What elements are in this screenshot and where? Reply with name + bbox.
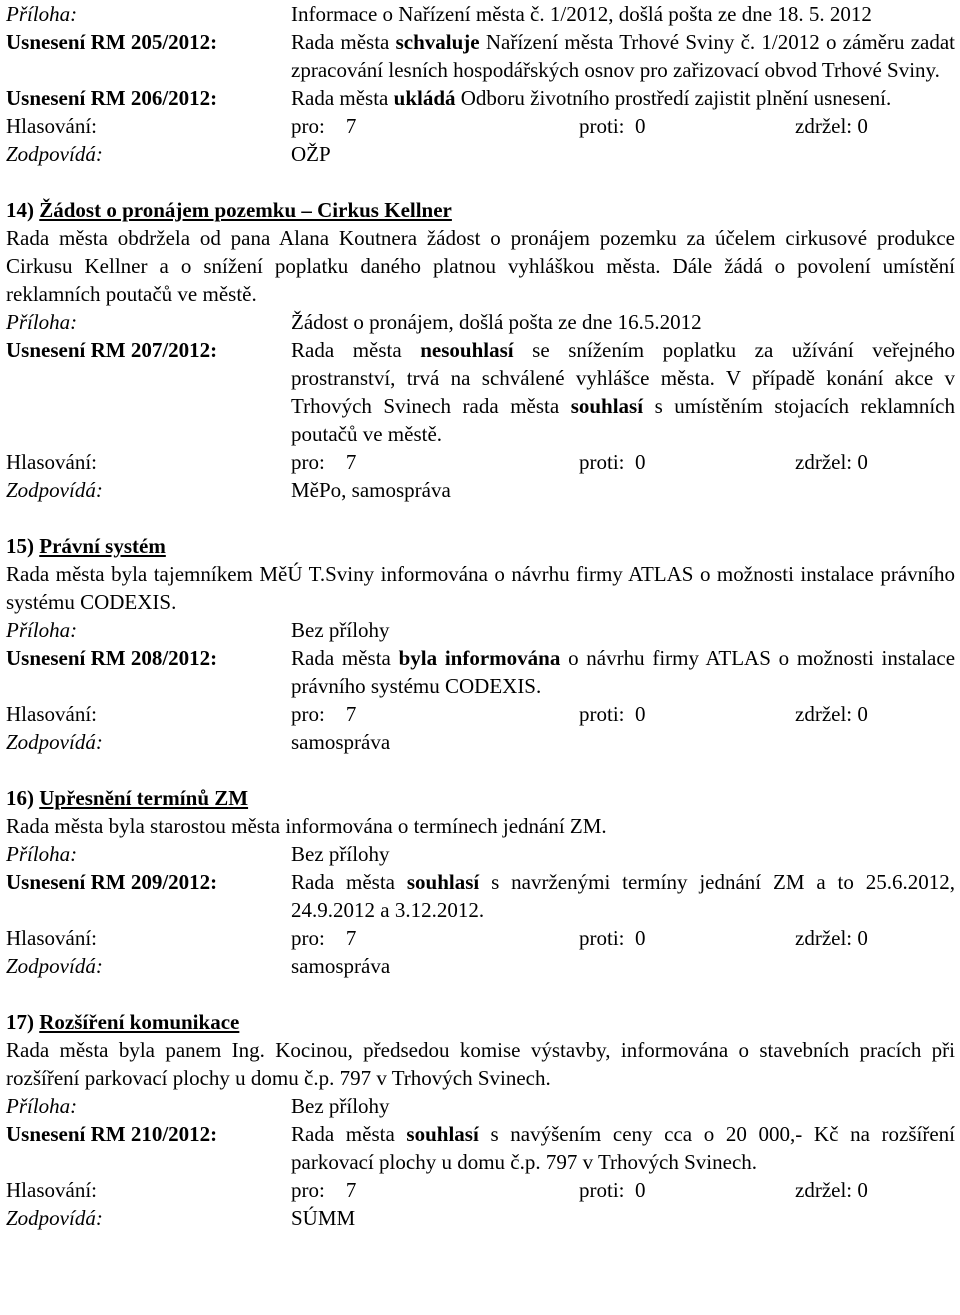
section-paragraph: Rada města byla tajemníkem MěÚ T.Sviny informována o návrhu firmy ATLAS o možnosti instalace právního systému CODEXIS.: [6, 562, 955, 614]
vote-label: Hlasování:: [6, 450, 97, 474]
attachment-row: [6, 1092, 955, 1120]
resolution-label: Usnesení RM 206/2012:: [6, 86, 218, 110]
vote-label: Hlasování:: [6, 114, 97, 138]
vote-row: [6, 448, 955, 476]
vote-row: [6, 1176, 955, 1204]
resolution-row: [6, 868, 955, 924]
responsible-row: [6, 952, 955, 980]
resolution-row: [6, 28, 955, 84]
resolution-label: Usnesení RM 208/2012:: [6, 646, 218, 670]
resolution-text: Rada města ukládá Odboru životního prostředí zajistit plnění usnesení.: [291, 86, 892, 110]
responsible-value: MěPo, samospráva: [291, 478, 451, 502]
responsible-label: Zodpovídá:: [6, 954, 103, 978]
vote-abstain: zdržel: 0: [795, 450, 868, 474]
resolution-row: [6, 336, 955, 448]
section-paragraph: Rada města byla starostou města informována o termínech jednání ZM.: [6, 814, 607, 838]
attachment-value: Bez přílohy: [291, 1094, 390, 1118]
vote-for: pro: 7: [291, 114, 357, 138]
attachment-label: Příloha:: [6, 310, 78, 334]
vote-abstain: zdržel: 0: [795, 926, 868, 950]
attachment-row: [6, 616, 955, 644]
vote-row: [6, 112, 955, 140]
vote-abstain: zdržel: 0: [795, 114, 868, 138]
attachment-value: Žádost o pronájem, došlá pošta ze dne 16.5.2012: [291, 310, 702, 334]
section-title-14: 14) Žádost o pronájem pozemku – Cirkus Kellner: [6, 198, 452, 222]
vote-against: proti: 0: [579, 702, 646, 726]
vote-label: Hlasování:: [6, 1178, 97, 1202]
vote-row: [6, 924, 955, 952]
vote-row: [6, 700, 955, 728]
attachment-value: Bez přílohy: [291, 842, 390, 866]
responsible-row: [6, 140, 955, 168]
attachment-row: [6, 308, 955, 336]
attachment-label: Příloha:: [6, 2, 78, 26]
section-title-15: 15) Právní systém: [6, 534, 166, 558]
vote-against: proti: 0: [579, 450, 646, 474]
resolution-label: Usnesení RM 209/2012:: [6, 870, 218, 894]
responsible-row: [6, 728, 955, 756]
responsible-row: [6, 1204, 955, 1232]
resolution-text: Rada města souhlasí s navýšením ceny cca o 20 000,- Kč na rozšíření parkovací plochy u domu č.p. 797 v Trhových Svinech.: [291, 1122, 955, 1174]
responsible-label: Zodpovídá:: [6, 1206, 103, 1230]
resolution-label: Usnesení RM 207/2012:: [6, 338, 218, 362]
vote-against: proti: 0: [579, 1178, 646, 1202]
resolution-text: Rada města souhlasí s navrženými termíny jednání ZM a to 25.6.2012, 24.9.2012 a 3.12.2012.: [291, 870, 955, 922]
section-title-16: 16) Upřesnění termínů ZM: [6, 786, 249, 810]
vote-abstain: zdržel: 0: [795, 1178, 868, 1202]
vote-for: pro: 7: [291, 450, 357, 474]
vote-abstain: zdržel: 0: [795, 702, 868, 726]
responsible-value: samospráva: [291, 730, 391, 754]
responsible-label: Zodpovídá:: [6, 142, 103, 166]
responsible-value: samospráva: [291, 954, 391, 978]
attachment-value: Bez přílohy: [291, 618, 390, 642]
resolution-row: [6, 1120, 955, 1176]
attachment-row: [6, 840, 955, 868]
attachment-label: Příloha:: [6, 618, 78, 642]
vote-for: pro: 7: [291, 702, 357, 726]
resolution-text: Rada města nesouhlasí se snížením poplatku za užívání veřejného prostranství, trvá na schválené vyhlášce města. V případě konání akce v Trhových Svinech rada města souhlasí s umístěním stojacích reklamních poutačů ve městě.: [291, 338, 955, 446]
responsible-value: SÚMM: [291, 1206, 356, 1230]
section-title-17: 17) Rozšíření komunikace: [6, 1010, 240, 1034]
vote-label: Hlasování:: [6, 702, 97, 726]
resolution-label: Usnesení RM 210/2012:: [6, 1122, 218, 1146]
resolution-text: Rada města byla informována o návrhu firmy ATLAS o možnosti instalace právního systému CODEXIS.: [291, 646, 956, 698]
vote-against: proti: 0: [579, 114, 646, 138]
vote-label: Hlasování:: [6, 926, 97, 950]
responsible-label: Zodpovídá:: [6, 478, 103, 502]
vote-for: pro: 7: [291, 1178, 357, 1202]
vote-against: proti: 0: [579, 926, 646, 950]
resolution-row: [6, 644, 955, 700]
responsible-row: [6, 476, 955, 504]
attachment-label: Příloha:: [6, 1094, 78, 1118]
attachment-label: Příloha:: [6, 842, 78, 866]
attachment-row: [6, 0, 955, 28]
resolution-text: Rada města schvaluje Nařízení města Trhové Sviny č. 1/2012 o záměru zadat zpracování lesních hospodářských osnov pro zařizovací obvod Trhové Sviny.: [291, 30, 955, 82]
resolution-row: [6, 84, 955, 112]
responsible-value: OŽP: [291, 142, 331, 166]
section-paragraph: Rada města byla panem Ing. Kocinou, předsedou komise výstavby, informována o stavebních pracích při rozšíření parkovací plochy u domu č.p. 797 v Trhových Svinech.: [6, 1038, 955, 1090]
responsible-label: Zodpovídá:: [6, 730, 103, 754]
vote-for: pro: 7: [291, 926, 357, 950]
resolution-label: Usnesení RM 205/2012:: [6, 30, 218, 54]
attachment-value: Informace o Nařízení města č. 1/2012, došlá pošta ze dne 18. 5. 2012: [291, 2, 872, 26]
section-paragraph: Rada města obdržela od pana Alana Koutnera žádost o pronájem pozemku za účelem cirkusové produkce Cirkusu Kellner a o snížení poplatku daného platnou vyhláškou města. Dále žádá o povolení umístění reklamních poutačů ve městě.: [6, 226, 955, 306]
